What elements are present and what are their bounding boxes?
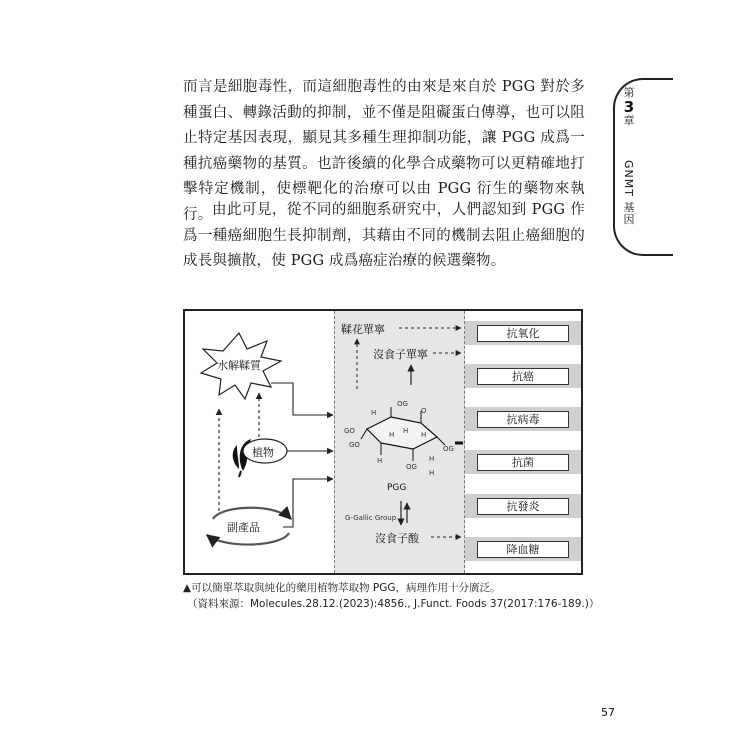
atom-label: H — [371, 409, 377, 417]
atom-label: H — [421, 431, 427, 439]
effect-anti-inflammatory: 抗發炎 — [477, 498, 569, 515]
gallic-group-note: G-Gallic Group — [345, 514, 397, 522]
atom-label: GO — [349, 441, 360, 449]
plant-leaf-icon — [233, 445, 239, 469]
effect-antiviral: 抗病毒 — [477, 411, 569, 428]
flow-arrow — [283, 479, 333, 527]
effect-antioxidant: 抗氧化 — [477, 325, 569, 342]
gallic-acid-label: 沒食子酸 — [375, 532, 419, 545]
plant-label: 植物 — [252, 446, 274, 459]
atom-label: OG — [406, 463, 417, 471]
effect-hypoglycemic: 降血糖 — [477, 541, 569, 558]
sugar-ring — [367, 417, 437, 449]
body-paragraph-2: 由此可見，從不同的細胞系研究中，人們認知到 PGG 作爲一種癌細胞生長抑制劑，其藉由不同的機制去阻止癌細胞的成長與擴散，使 PGG 成爲癌症治療的候選藥物。 — [183, 202, 585, 269]
cycle-arrow — [213, 508, 291, 519]
atom-label: GO — [344, 427, 355, 435]
atom-label: OG — [443, 445, 454, 453]
byproduct-label: 副產品 — [227, 521, 260, 534]
atom-label: OG — [397, 400, 408, 408]
gallotannin-label: 沒食子單寧 — [373, 348, 428, 361]
body-paragraph-1: 而言是細胞毒性，而這細胞毒性的由來是來自於 PGG 對於多種蛋白、轉錄活動的抑制，並不僅是阻礙蛋白傳導，也可以阻止特定基因表現，顯見其多種生理抑制功能，讓 PGG 成爲一種抗癌藥物的基質。也許後續的化學合成藥物可以更精確地打擊特定機制，使標靶化的治療可以由 PGG 衍生的藥物來執行。 — [183, 79, 585, 223]
atom-label: O — [421, 407, 427, 415]
figure-caption — [183, 580, 603, 612]
chapter-number: 3 — [623, 98, 635, 116]
chapter-prefix: 第 — [623, 86, 635, 99]
caption-main: ▲可以簡單萃取與純化的藥用植物萃取物 PGG，病理作用十分廣泛。 — [183, 582, 501, 594]
page-number: 57 — [601, 706, 615, 719]
chapter-title: GNMT 基因 — [622, 160, 635, 226]
atom-label: H — [429, 455, 435, 463]
atom-label: H — [389, 431, 395, 439]
flow-arrow — [271, 383, 333, 415]
ellagitannin-label: 鞣花單寧 — [341, 323, 385, 336]
chapter-suffix: 章 — [623, 114, 635, 127]
chapter-label — [620, 86, 638, 128]
effect-anticancer: 抗癌 — [477, 368, 569, 385]
pgg-label: PGG — [387, 483, 407, 493]
effect-antibacterial: 抗菌 — [477, 454, 569, 471]
atom-label: H — [429, 469, 435, 477]
pgg-figure — [183, 309, 583, 575]
atom-label: H — [377, 457, 383, 465]
atom-label: H — [403, 427, 409, 435]
caption-source: （資料來源：Molecules.28.12.(2023):4856., J.Funct. Foods 37(2017:176-189.)） — [187, 598, 600, 610]
hydrolyzable-tannin-label: 水解鞣質 — [217, 359, 261, 372]
